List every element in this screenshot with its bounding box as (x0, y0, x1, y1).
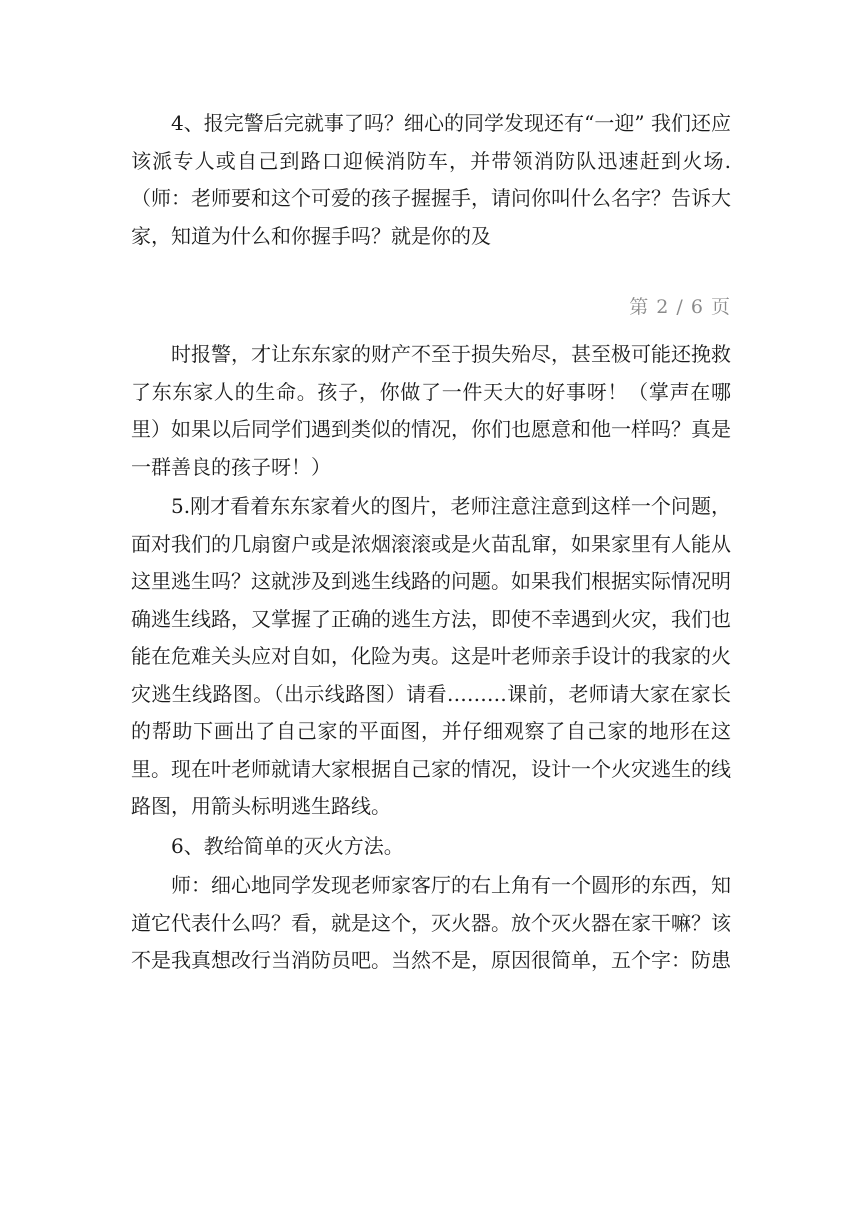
paragraph-teacher-extinguisher: 师：细心地同学发现老师家客厅的右上角有一个圆形的东西，知道它代表什么吗？看，就是这个，灭火器。放个灭火器在家干嘛？该不是我真想改行当消防员吧。当然不是，原因很简单，五个字：防患 (131, 873, 731, 972)
paragraph-4-report: 4、报完警后完就事了吗？细心的同学发现还有“一迎” 我们还应该派专人或自己到路口迎候消防车，并带领消防队迅速赶到火场.（师：老师要和这个可爱的孩子握握手，请问你叫什么名字？告诉大家，知道为什么和你握手吗？就是你的及 (131, 111, 731, 248)
paragraph-continued: 时报警，才让东东家的财产不至于损失殆尽，甚至极可能还挽救了东东家人的生命。孩子，你做了一件天大的好事呀！（掌声在哪里）如果以后同学们遇到类似的情况，你们也愿意和他一样吗？真是一群善良的孩子呀！） (131, 342, 731, 479)
paragraph-6-heading: 6、教给简单的灭火方法。 (171, 833, 404, 858)
paragraph-5-escape-route: 5.刚才看着东东家着火的图片，老师注意注意到这样一个问题，面对我们的几扇窗户或是浓烟滚滚或是火苗乱窜，如果家里有人能从这里逃生吗？这就涉及到逃生线路的问题。如果我们根据实际情况明确逃生线路，又掌握了正确的逃生方法，即使不幸遇到火灾，我们也能在危难关头应对自如，化险为夷。这是叶老师亲手设计的我家的火灾逃生线路图。（出示线路图）请看………课前，老师请大家在家长的帮助下画出了自己家的平面图，并仔细观察了自己家的地形在这里。现在叶老师就请大家根据自己家的情况，设计一个火灾逃生的线路图，用箭头标明逃生路线。 (131, 494, 731, 818)
text-block-after-break (131, 336, 731, 982)
page-indicator: 第 2 / 6 页 (629, 296, 731, 318)
text-block-before-break (131, 105, 731, 255)
